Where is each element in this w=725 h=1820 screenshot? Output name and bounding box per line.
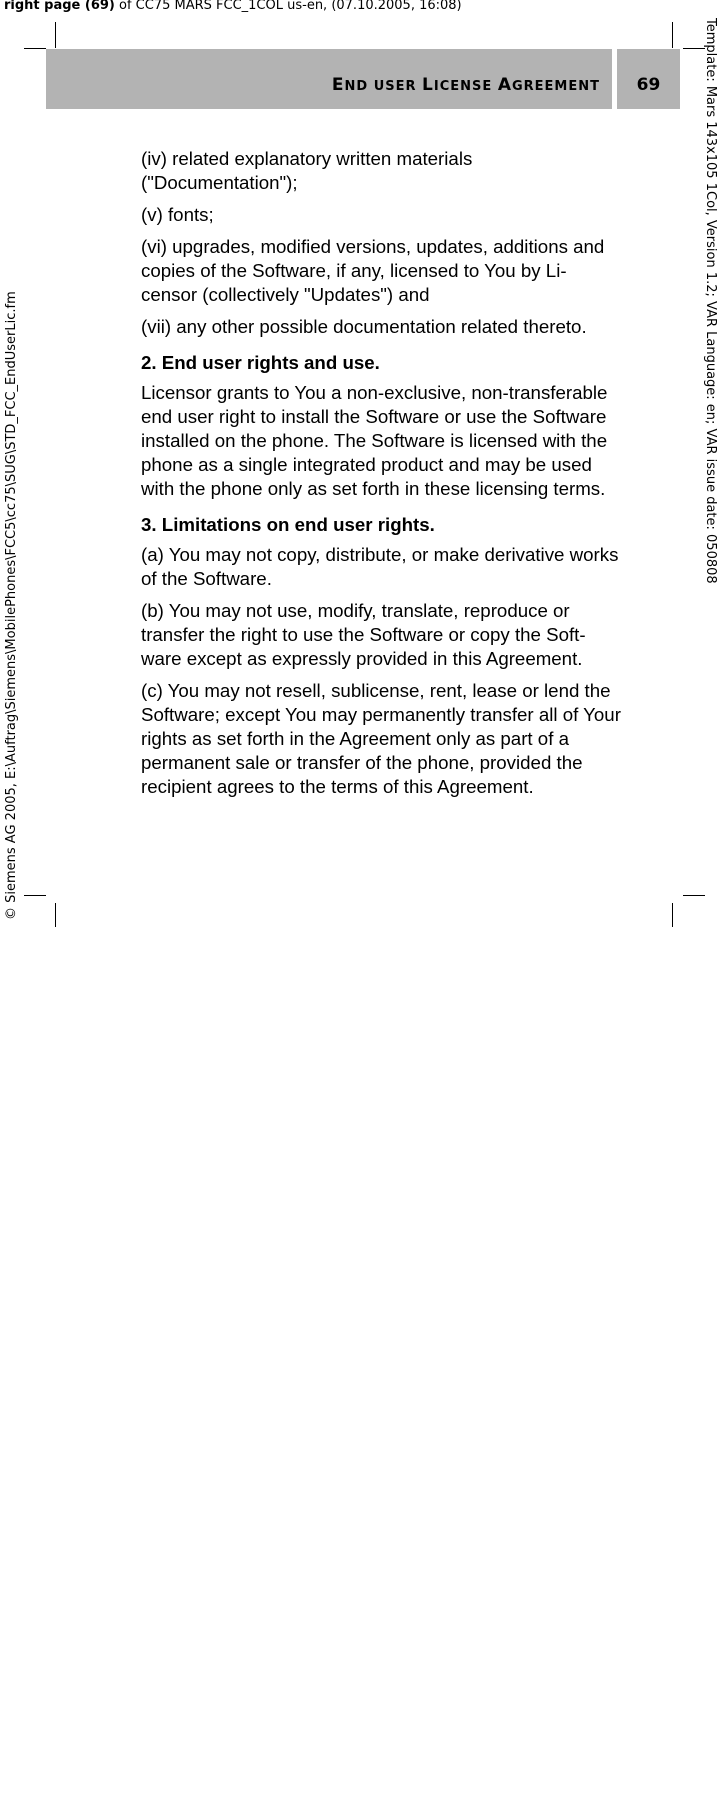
page-number: 69 xyxy=(636,75,661,95)
crop-mark xyxy=(24,895,46,896)
list-item: (iv) related explanatory written materials ("Documentation"); xyxy=(141,148,473,193)
section-heading: 3. Limitations on end user rights. xyxy=(141,514,435,535)
template-info-margin xyxy=(702,18,722,898)
list-item: (a) You may not copy, distribute, or make derivative works of the Software. xyxy=(141,544,619,589)
print-job-note xyxy=(4,0,462,13)
print-job-page: right page (69) xyxy=(4,0,115,13)
crop-mark xyxy=(55,22,56,48)
section-heading: 2. End user rights and use. xyxy=(141,352,380,373)
list-item: (v) fonts; xyxy=(141,204,214,225)
crop-mark xyxy=(672,903,673,927)
list-item: (vii) any other possible documentation related thereto. xyxy=(141,316,587,337)
crop-mark xyxy=(55,903,56,927)
list-item: (b) You may not use, modify, translate, reproduce or transfer the right to use the Software or copy the Soft-ware except as expressly provided in this Agreement. xyxy=(141,600,586,669)
list-item: (vi) upgrades, modified versions, updates, additions and copies of the Software, if any, licensed to You by Li-censor (collectively "Updates") and xyxy=(141,236,605,305)
template-info: Template: Mars 143x105 1Col, Version 1.2; VAR Language: en; VAR issue date: 050808 xyxy=(703,18,718,584)
page-header xyxy=(46,49,612,109)
list-item: (c) You may not resell, sublicense, rent, lease or lend the Software; except You may permanently transfer all of Your rights as set forth in the Agreement only as part of a permanent sale or transfer of the phone, provided the recipient agrees to the terms of this Agreement. xyxy=(141,680,621,797)
file-path-margin xyxy=(4,291,24,1820)
document-body xyxy=(141,147,621,807)
paragraph: Licensor grants to You a non-exclusive, non-transferable end user right to install the Software or use the Software installed on the phone. The Software is licensed with the phone as a single integrated product and may be used with the phone only as set forth in these licensing terms. xyxy=(141,382,608,499)
crop-mark xyxy=(672,22,673,48)
crop-mark xyxy=(24,48,46,49)
print-job-details: of CC75 MARS FCC_1COL us-en, (07.10.2005, 16:08) xyxy=(114,0,462,13)
file-path: © Siemens AG 2005, E:\Auftrag\Siemens\MobilePhones\FCC5\cc75\SUG\STD_FCC_EndUserLic.fm xyxy=(4,291,19,920)
page-number-box xyxy=(617,49,680,109)
page-title: END USER LICENSE AGREEMENT xyxy=(331,75,600,95)
